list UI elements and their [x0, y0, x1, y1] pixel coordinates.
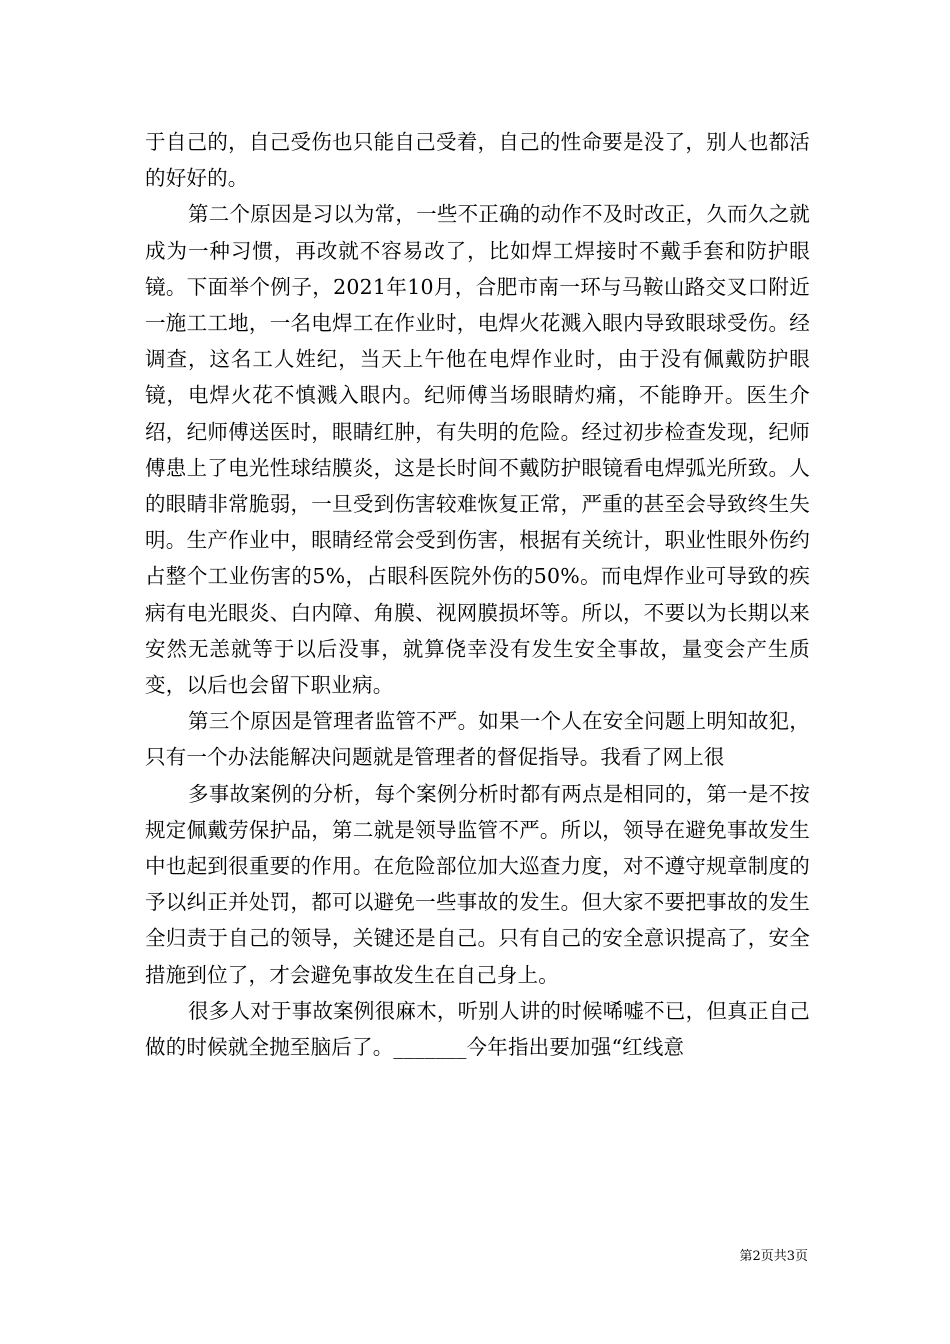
- paragraph-numbness: 很多人对于事故案例很麻木，听别人讲的时候唏嘘不已，但真正自己做的时候就全抛至脑后了。_______今年指出要加强“红线意: [145, 998, 810, 1060]
- paragraph-second-reason: 第二个原因是习以为常，一些不正确的动作不及时改正，久而久之就成为一种习惯，再改就不容易改了，比如焊工焊接时不戴手套和防护眼镜。下面举个例子，2021年10月，合肥市南一环与马鞍山路交叉口附近一施工工地，一名电焊工在作业时，电焊火花溅入眼内导致眼球受伤。经调查，这名工人姓纪，当天上午他在电焊作业时，由于没有佩戴防护眼镜，电焊火花不慎溅入眼内。纪师傅当场眼睛灼痛，不能睁开。医生介绍，纪师傅送医时，眼睛红肿，有失明的危险。经过初步检查发现，纪师傅患上了电光性球结膜炎，这是长时间不戴防护眼镜看电焊弧光所致。人的眼睛非常脆弱，一旦受到伤害较难恢复正常，严重的甚至会导致终生失明。生产作业中，眼睛经常会受到伤害，根据有关统计，职业性眼外伤约占整个工业伤害的5%，占眼科医院外伤的50%。而电焊作业可导致的疾病有电光眼炎、白内障、角膜、视网膜损坏等。所以，不要以为长期以来安然无恙就等于以后没事，就算侥幸没有发生安全事故，量变会产生质变，以后也会留下职业病。: [145, 202, 810, 698]
- document-body: [145, 124, 810, 1065]
- paragraph-continuation: 于自己的，自己受伤也只能自己受着，自己的性命要是没了，别人也都活的好好的。: [145, 130, 810, 191]
- paragraph-third-reason: 第三个原因是管理者监管不严。如果一个人在安全问题上明知故犯，只有一个办法能解决问题就是管理者的督促指导。我看了网上很: [145, 709, 810, 770]
- paragraph-accident-analysis: 多事故案例的分析，每个案例分析时都有两点是相同的，第一是不按规定佩戴劳保护品，第二就是领导监管不严。所以，领导在避免事故发生中也起到很重要的作用。在危险部位加大巡查力度，对不遵守规章制度的予以纠正并处罚，都可以避免一些事故的发生。但大家不要把事故的发生全归责于自己的领导，关键还是自己。只有自己的安全意识提高了，安全措施到位了，才会避免事故发生在自己身上。: [145, 781, 810, 987]
- page-number-footer: 第2页共3页: [739, 1249, 808, 1264]
